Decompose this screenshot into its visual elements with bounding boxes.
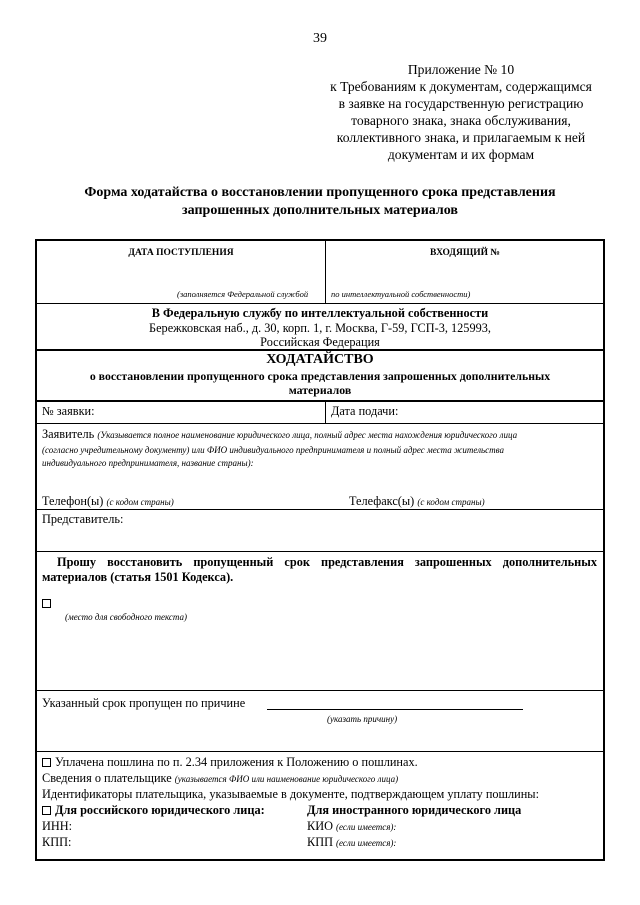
phone-field[interactable]: [42, 494, 174, 510]
fee-paid-row[interactable]: [42, 755, 418, 770]
addressee-title: В Федеральную службу по интеллектуальной собственности: [151, 306, 489, 320]
appendix-line: товарного знака, знака обслуживания,: [351, 113, 571, 128]
phone-hint: (с кодом страны): [106, 497, 174, 507]
divider: [37, 751, 603, 752]
russian-entity-checkbox[interactable]: [42, 806, 51, 815]
applicant-hint: (согласно учредительному документу) или ФИО индивидуального предпринимателя и полный адрес места жительства: [42, 445, 504, 455]
divider: [37, 690, 603, 691]
filing-date-field[interactable]: Дата подачи:: [331, 404, 399, 418]
appendix-line: Приложение № 10: [407, 62, 515, 77]
application-number-field[interactable]: № заявки:: [42, 404, 95, 418]
incoming-number-hint[interactable]: по интеллектуальной собственности): [331, 289, 471, 299]
form-frame: [35, 239, 605, 861]
petition-subheading: материалов: [288, 383, 352, 397]
date-received-hint[interactable]: (заполняется Федеральной службой: [177, 289, 309, 299]
russian-entity-row[interactable]: [42, 803, 265, 818]
foreign-kpp-field[interactable]: [307, 835, 396, 851]
date-received-label: ДАТА ПОСТУПЛЕНИЯ: [128, 248, 234, 258]
divider: [37, 303, 603, 304]
form-title-line: запрошенных дополнительных материалов: [182, 203, 458, 218]
addressee-address: Бережковская наб., д. 30, корп. 1, г. Москва, Г-59, ГСП-3, 125993,: [149, 321, 491, 335]
kio-hint: (если имеется):: [336, 822, 397, 832]
phone-label: Телефон(ы): [42, 494, 104, 508]
payer-hint: (указывается ФИО или наименование юридического лица): [174, 774, 399, 784]
appendix-line: коллективного знака, и прилагаемым к ней: [336, 130, 586, 145]
kio-label: КИО: [307, 819, 333, 833]
request-text: Прошу восстановить пропущенный срок представления запрошенных дополнительных: [57, 555, 597, 569]
representative-field[interactable]: Представитель:: [42, 512, 124, 526]
payer-identifiers-label: Идентификаторы плательщика, указываемые в документе, подтверждающем уплату пошлины:: [42, 787, 539, 801]
application-divider: [325, 401, 326, 423]
appendix-line: в заявке на государственную регистрацию: [338, 96, 584, 111]
appendix-line: к Требованиям к документам, содержащимся: [330, 79, 592, 94]
divider: [37, 423, 603, 424]
divider: [37, 509, 603, 510]
fax-hint: (с кодом страны): [417, 497, 485, 507]
addressee-country: Российская Федерация: [260, 335, 380, 349]
reason-hint: (указать причину): [327, 714, 398, 724]
free-text-checkbox-row[interactable]: [42, 596, 55, 611]
incoming-number-label: ВХОДЯЩИЙ №: [430, 248, 500, 258]
petition-heading: ХОДАТАЙСТВО: [266, 352, 374, 367]
foreign-entity-label: Для иностранного юридического лица: [307, 803, 522, 817]
applicant-hint: индивидуального предпринимателя, название страны):: [42, 458, 254, 468]
applicant-label: Заявитель: [42, 427, 95, 441]
fee-paid-label: Уплачена пошлина по п. 2.34 приложения к Положению о пошлинах.: [55, 755, 418, 769]
form-title: [40, 184, 600, 220]
payer-field[interactable]: [42, 771, 398, 787]
reason-label: Указанный срок пропущен по причине: [42, 696, 246, 710]
form-title-line: Форма ходатайства о восстановлении пропущенного срока представления: [84, 185, 556, 200]
payer-label: Сведения о плательщике: [42, 771, 172, 785]
russian-entity-label: Для российского юридического лица:: [55, 803, 265, 817]
applicant-field[interactable]: [42, 427, 517, 443]
inn-field[interactable]: ИНН:: [42, 819, 73, 833]
divider: [37, 551, 603, 552]
request-text: материалов (статья 1501 Кодекса).: [42, 570, 234, 584]
free-text-checkbox[interactable]: [42, 599, 51, 608]
fee-paid-checkbox[interactable]: [42, 758, 51, 767]
fax-label: Телефакс(ы): [349, 494, 415, 508]
foreign-kpp-label: КПП: [307, 835, 333, 849]
kio-field[interactable]: [307, 819, 396, 835]
divider: [37, 400, 603, 402]
appendix-header: [300, 61, 622, 163]
reason-input-line[interactable]: [267, 709, 523, 710]
page-number: 39: [313, 31, 327, 46]
fax-field[interactable]: [349, 494, 485, 510]
kpp-field[interactable]: КПП:: [42, 835, 72, 849]
petition-subheading: о восстановлении пропущенного срока представления запрошенных дополнительных: [89, 369, 551, 383]
foreign-kpp-hint: (если имеется):: [336, 838, 397, 848]
appendix-line: документам и их формам: [387, 147, 535, 162]
divider: [37, 349, 603, 351]
applicant-hint: (Указывается полное наименование юридического лица, полный адрес места нахождения юридического лица: [97, 430, 518, 440]
free-text-hint[interactable]: (место для свободного текста): [65, 612, 187, 622]
